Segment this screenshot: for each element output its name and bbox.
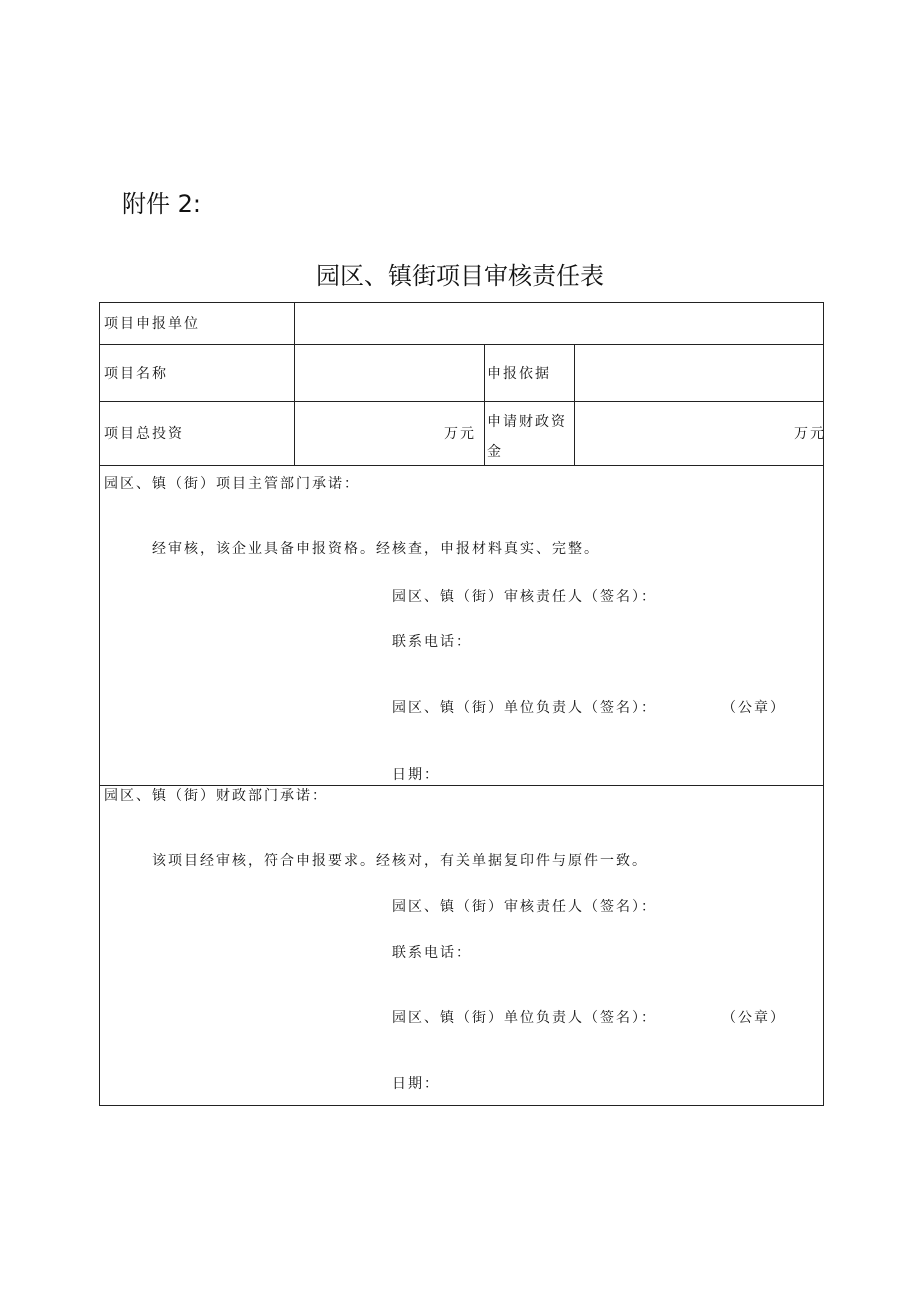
section1-seal-label: （公章）	[722, 700, 786, 716]
section1-statement: 经审核，该企业具备申报资格。经核查，申报材料真实、完整。	[152, 541, 600, 557]
column-divider	[294, 302, 295, 465]
section2-seal-label: （公章）	[722, 1010, 786, 1026]
basis-label: 申报依据	[487, 366, 551, 382]
section2-heading: 园区、镇（街）财政部门承诺：	[104, 788, 328, 804]
total-investment-unit: 万元	[444, 426, 476, 442]
section1-head-label: 园区、镇（街）单位负责人（签名）：	[392, 700, 657, 716]
section1-heading: 园区、镇（街）项目主管部门承诺：	[104, 476, 360, 492]
fiscal-fund-label: 申请财政资	[487, 414, 567, 430]
fiscal-fund-label-cont: 金	[487, 444, 503, 460]
page-title: 园区、镇街项目审核责任表	[316, 262, 604, 290]
section2-head-label: 园区、镇（街）单位负责人（签名）：	[392, 1010, 657, 1026]
row-divider	[99, 465, 824, 466]
section1-date-label: 日期：	[392, 767, 440, 783]
attachment-label: 附件 2:	[122, 190, 201, 218]
row-divider	[99, 344, 824, 345]
section1-reviewer-label: 园区、镇（街）审核责任人（签名）：	[392, 589, 657, 605]
row-divider	[99, 785, 824, 786]
row-divider	[99, 401, 824, 402]
section2-date-label: 日期：	[392, 1076, 440, 1092]
column-divider	[484, 344, 485, 465]
total-investment-label: 项目总投资	[104, 426, 184, 442]
section2-reviewer-label: 园区、镇（街）审核责任人（签名）：	[392, 899, 657, 915]
fiscal-fund-unit: 万元	[794, 426, 826, 442]
column-divider	[574, 344, 575, 465]
project-name-label: 项目名称	[104, 366, 168, 382]
section2-statement: 该项目经审核，符合申报要求。经核对，有关单据复印件与原件一致。	[152, 853, 648, 869]
section1-phone-label: 联系电话：	[392, 634, 472, 650]
applicant-label: 项目申报单位	[104, 316, 200, 332]
section2-phone-label: 联系电话：	[392, 945, 472, 961]
